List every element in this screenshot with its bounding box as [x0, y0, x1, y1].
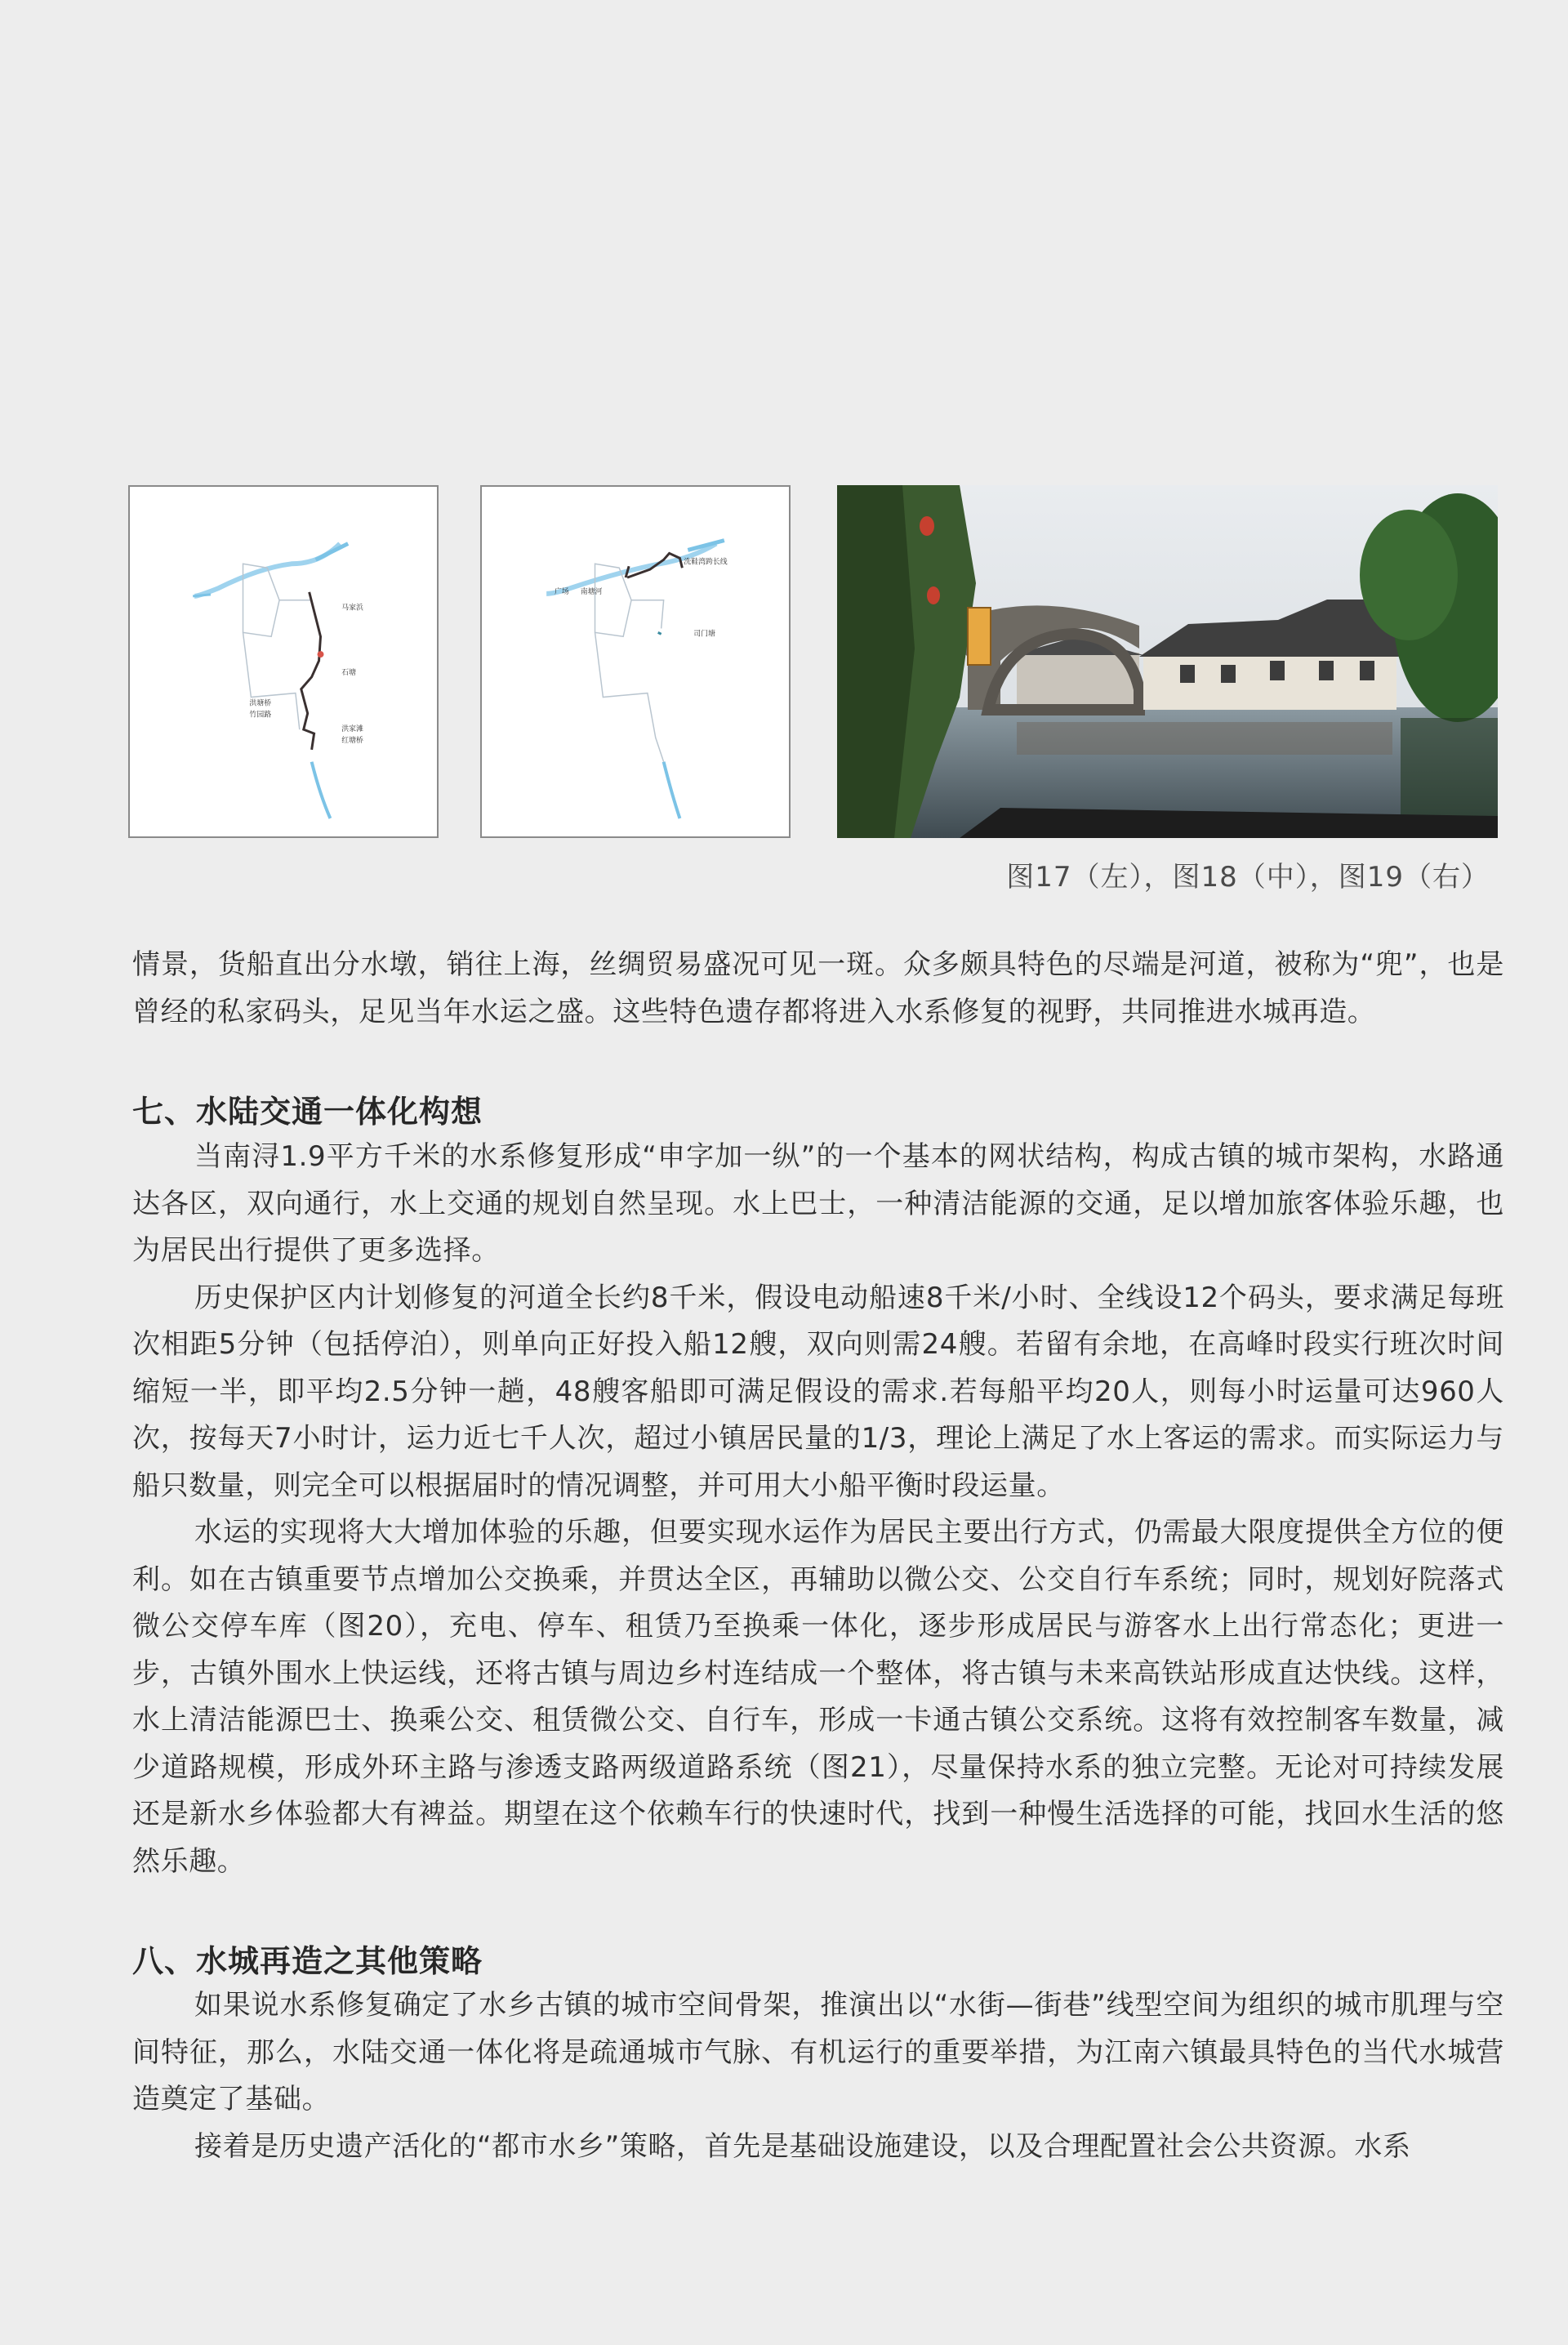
- section-7-paragraph: 水运的实现将大大增加体验的乐趣，但要实现水运作为居民主要出行方式，仍需最大限度提供全方位的便利。如在古镇重要节点增加公交换乘，并贯达全区，再辅助以微公交、公交自行车系统；同时，规划好院落式微公交停车库（图20），充电、停车、租赁乃至换乘一体化，逐步形成居民与游客水上出行常态化；更进一步，古镇外围水上快运线，还将古镇与周边乡村连结成一个整体，将古镇与未来高铁站形成直达快线。这样，水上清洁能源巴士、换乘公交、租赁微公交、自行车，形成一卡通古镇公交系统。这将有效控制客车数量，减少道路规模，形成外环主路与渗透支路两级道路系统（图21），尽量保持水系的独立完整。无论对可持续发展还是新水乡体验都大有裨益。期望在这个依赖车行的快速时代，找到一种慢生活选择的可能，找回水生活的悠然乐趣。: [132, 1516, 1504, 1878]
- figure-17-map: [128, 485, 439, 838]
- map17-label-1: 马家浜: [341, 604, 363, 613]
- intro-paragraph-block: [132, 942, 1504, 1036]
- section-8-paragraph: 接着是历史遗产活化的“都市水乡”策略，首先是基础设施建设，以及合理配置社会公共资源。水系: [194, 2129, 1411, 2163]
- map17-label-4: 红塘桥: [341, 736, 363, 745]
- map18-label-3: 南塘河: [580, 587, 603, 596]
- section-7-body: [132, 1134, 1504, 1885]
- section-8-paragraph: 如果说水系修复确定了水乡古镇的城市空间骨架，推演出以“水街—街巷”线型空间为组织的城市肌理与空间特征，那么，水陆交通一体化将是疏通城市气脉、有机运行的重要举措，为江南六镇最具特色的当代水城营造奠定了基础。: [132, 1989, 1504, 2115]
- figure-17-map-drawing: [130, 487, 437, 836]
- canal-bridge-photo: [837, 485, 1498, 838]
- map17-label-6: 竹园路: [249, 711, 272, 720]
- intro-paragraph: 情景，货船直出分水墩，销往上海，丝绸贸易盛况可见一斑。众多颇具特色的尽端是河道，被称为“兜”，也是曾经的私家码头，足见当年水运之盛。这些特色遗存都将进入水系修复的视野，共同推进水城再造。: [132, 948, 1504, 1028]
- map17-label-3: 洪家滩: [341, 725, 363, 734]
- map17-label-2: 石塘: [341, 668, 357, 677]
- figure-18-map: [480, 485, 791, 838]
- map18-label-2: 广场: [555, 587, 569, 596]
- section-7-paragraph: 历史保护区内计划修复的河道全长约8千米，假设电动船速8千米/小时、全线设12个码头，要求满足每班次相距5分钟（包括停泊），则单向正好投入船12艘，双向则需24艘。若留有余地，在高峰时段实行班次时间缩短一半，即平均2.5分钟一趟，48艘客船即可满足假设的需求.若每船平均20人，则每小时运量可达960人次，按每天7小时计，运力近七千人次，超过小镇居民量的1/3，理论上满足了水上客运的需求。而实际运力与船只数量，则完全可以根据届时的情况调整，并可用大小船平衡时段运量。: [132, 1281, 1504, 1502]
- map18-label-4: 司门塘: [693, 630, 715, 639]
- figure-18-map-drawing: [482, 487, 789, 836]
- section-7-paragraph: 当南浔1.9平方千米的水系修复形成“申字加一纵”的一个基本的网状结构，构成古镇的城市架构，水路通达各区，双向通行，水上交通的规划自然呈现。水上巴士，一种清洁能源的交通，足以增加旅客体验乐趣，也为居民出行提供了更多选择。: [132, 1140, 1504, 1267]
- figure-caption: 图17（左），图18（中），图19（右）: [1006, 861, 1490, 894]
- section-7-heading: 七、水陆交通一体化构想: [132, 1094, 483, 1130]
- map17-label-5: 洪塘桥: [249, 699, 272, 708]
- section-8-heading: 八、水城再造之其他策略: [132, 1943, 483, 1979]
- section-8-body: [132, 1982, 1504, 2170]
- figure-19-photo: [837, 485, 1498, 838]
- map18-label-1: 洗鞋湾跨长线: [684, 558, 728, 567]
